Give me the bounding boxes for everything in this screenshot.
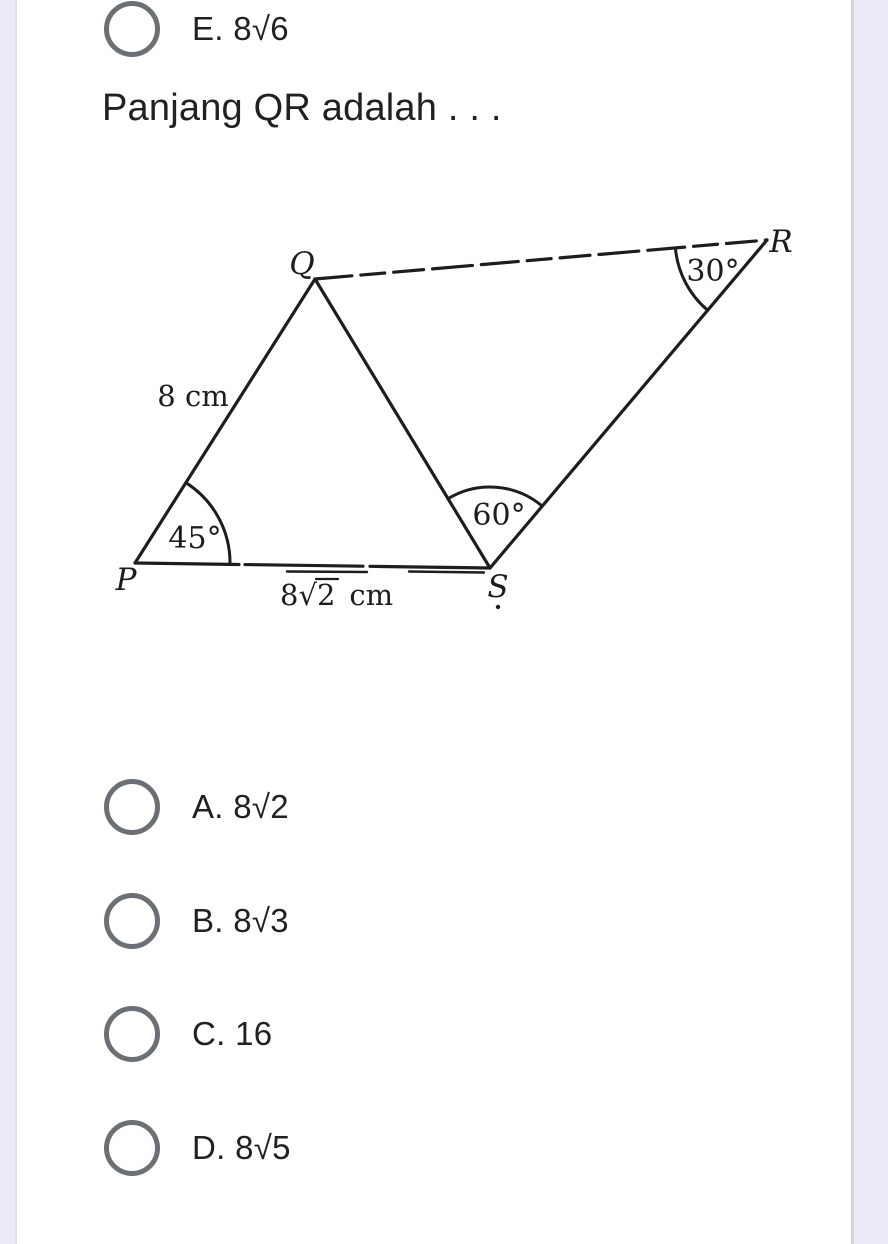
option-row-c[interactable] (104, 1005, 272, 1063)
angle-label-30: 30° (686, 254, 740, 289)
option-label-e: E. 8√6 (192, 10, 289, 47)
option-row-a[interactable] (104, 778, 289, 836)
angle-label-45: 45° (168, 521, 222, 556)
angle-label-60: 60° (472, 498, 526, 533)
radio-button-d[interactable] (104, 1120, 160, 1176)
option-label-d: D. 8√5 (192, 1129, 291, 1166)
line-ps-double (287, 572, 367, 573)
line-pq (135, 279, 315, 563)
line-sr (490, 240, 767, 568)
line-ps-double2 (409, 572, 484, 573)
line-ps (135, 563, 490, 568)
radio-button-a[interactable] (104, 779, 160, 835)
geometry-diagram (112, 215, 812, 625)
side-label-ps (280, 578, 393, 612)
line-qs (315, 279, 490, 568)
side-ps-unit: cm (349, 578, 394, 612)
option-label-b: B. 8√3 (192, 902, 289, 939)
vertex-label-p: P (115, 562, 137, 598)
vertex-label-r: R (769, 224, 793, 260)
vertex-label-s: S (487, 569, 509, 605)
option-label-a: A. 8√2 (192, 788, 289, 825)
option-row-d[interactable] (104, 1119, 291, 1177)
side-ps-prefix: 8√ (280, 578, 317, 612)
question-title: Panjang QR adalah . . . (102, 87, 502, 129)
option-row-b[interactable] (104, 892, 289, 950)
scan-dot (496, 605, 500, 609)
vertex-label-q: Q (289, 246, 315, 282)
radio-button-e[interactable] (104, 1, 160, 57)
side-ps-radicand: 2 (316, 578, 336, 612)
side-label-pq: 8 cm (157, 379, 229, 413)
option-row-e[interactable] (104, 0, 289, 58)
radio-button-b[interactable] (104, 893, 160, 949)
radio-button-c[interactable] (104, 1006, 160, 1062)
option-label-c: C. 16 (192, 1015, 273, 1052)
question-card (15, 0, 854, 1244)
